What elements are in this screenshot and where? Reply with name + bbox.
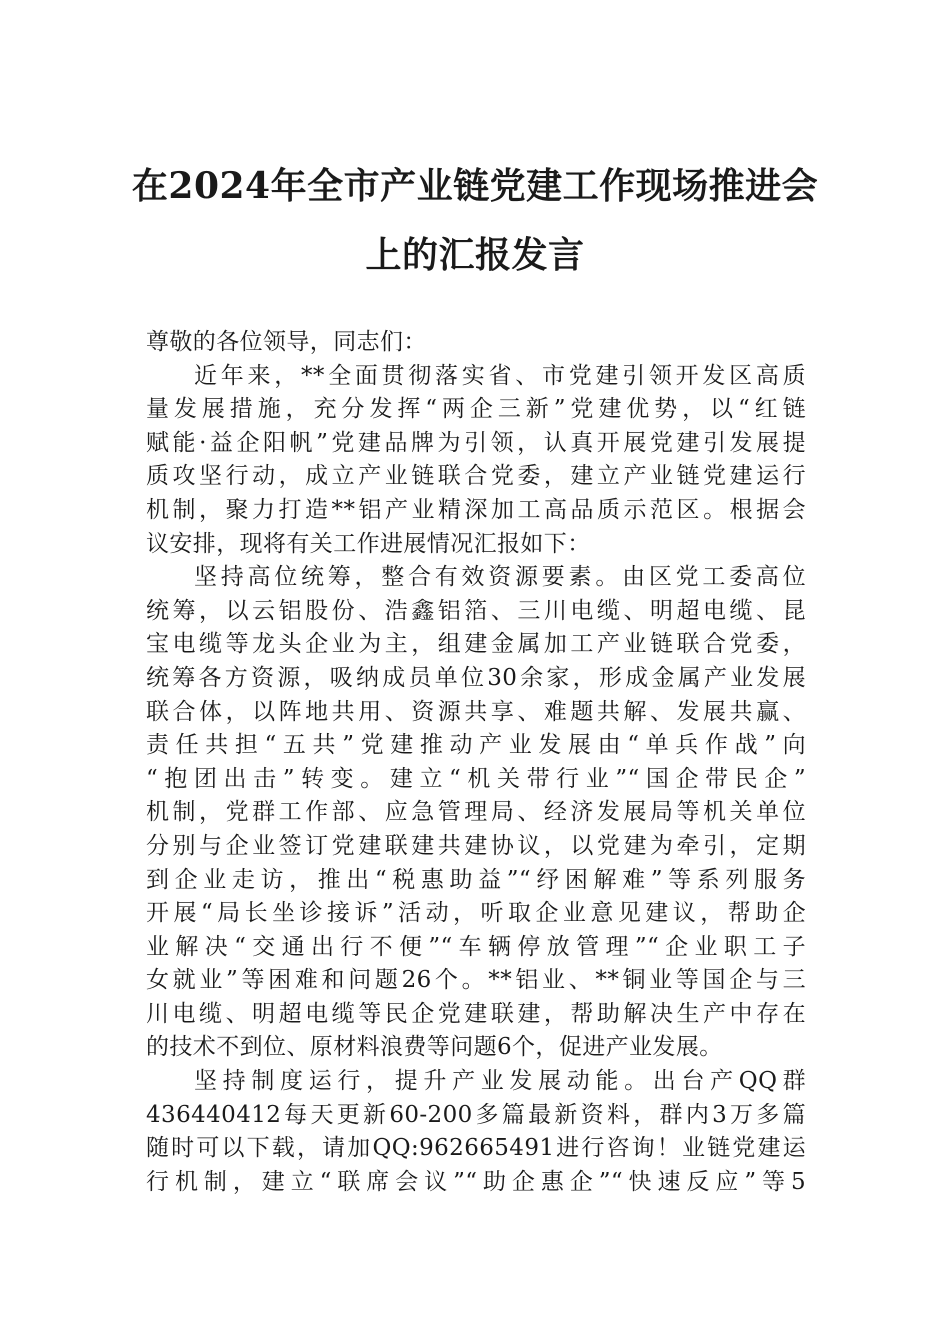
body-line: 统筹，以云铝股份、浩鑫铝箔、三川电缆、明超电缆、昆 <box>146 597 806 624</box>
body-line: 到企业走访，推出“税惠助益”“纾困解难”等系列服务 <box>146 866 806 893</box>
body-line: 坚持制度运行，提升产业发展动能。出台产QQ群 <box>194 1068 806 1095</box>
body-line: 赋能·益企阳帆”党建品牌为引领，认真开展党建引发展提 <box>146 429 806 456</box>
body-line: 量发展措施，充分发挥“两企三新”党建优势，以“红链 <box>146 396 806 423</box>
document-title-line-2: 上的汇报发言 <box>365 234 585 276</box>
body-line: 开展“局长坐诊接诉”活动，听取企业意见建议，帮助企 <box>146 900 806 927</box>
body-line: 机制，党群工作部、应急管理局、经济发展局等机关单位 <box>146 799 806 826</box>
body-line: “抱团出击”转变。建立“机关带行业”“国企带民企” <box>146 765 806 792</box>
body-line: 责任共担“五共”党建推动产业发展由“单兵作战”向 <box>146 732 806 759</box>
body-line: 的技术不到位、原材料浪费等问题6个，促进产业发展。 <box>146 1034 723 1061</box>
document-body <box>146 326 806 1199</box>
body-line: 近年来，**全面贯彻落实省、市党建引领开发区高质 <box>194 362 806 389</box>
body-line: 川电缆、明超电缆等民企党建联建，帮助解决生产中存在 <box>146 1000 806 1027</box>
body-line: 宝电缆等龙头企业为主，组建金属加工产业链联合党委， <box>146 631 806 658</box>
body-line: 议安排，现将有关工作进展情况汇报如下： <box>146 530 591 557</box>
body-line: 分别与企业签订党建联建共建协议，以党建为牵引，定期 <box>146 832 806 859</box>
body-line: 随时可以下载，请加QQ:962665491进行咨询！业链党建运 <box>146 1135 806 1162</box>
body-line: 坚持高位统筹，整合有效资源要素。由区党工委高位 <box>194 564 806 591</box>
body-line: 统筹各方资源，吸纳成员单位30余家，形成金属产业发展 <box>146 664 806 691</box>
document-title-line-1: 在2024年全市产业链党建工作现场推进会 <box>131 165 819 207</box>
body-line: 行机制，建立“联席会议”“助企惠企”“快速反应”等5 <box>146 1168 806 1195</box>
body-line: 机制，聚力打造**铝产业精深加工高品质示范区。根据会 <box>146 496 806 523</box>
body-line: 女就业”等困难和问题26个。**铝业、**铜业等国企与三 <box>146 967 806 994</box>
body-line: 436440412每天更新60-200多篇最新资料，群内3万多篇 <box>146 1101 806 1128</box>
body-line: 尊敬的各位领导，同志们： <box>146 329 427 355</box>
body-line: 业解决“交通出行不便”“车辆停放管理”“企业职工子 <box>146 933 806 960</box>
body-line: 质攻坚行动，成立产业链联合党委，建立产业链党建运行 <box>146 463 806 490</box>
body-line: 联合体，以阵地共用、资源共享、难题共解、发展共赢、 <box>146 698 806 725</box>
